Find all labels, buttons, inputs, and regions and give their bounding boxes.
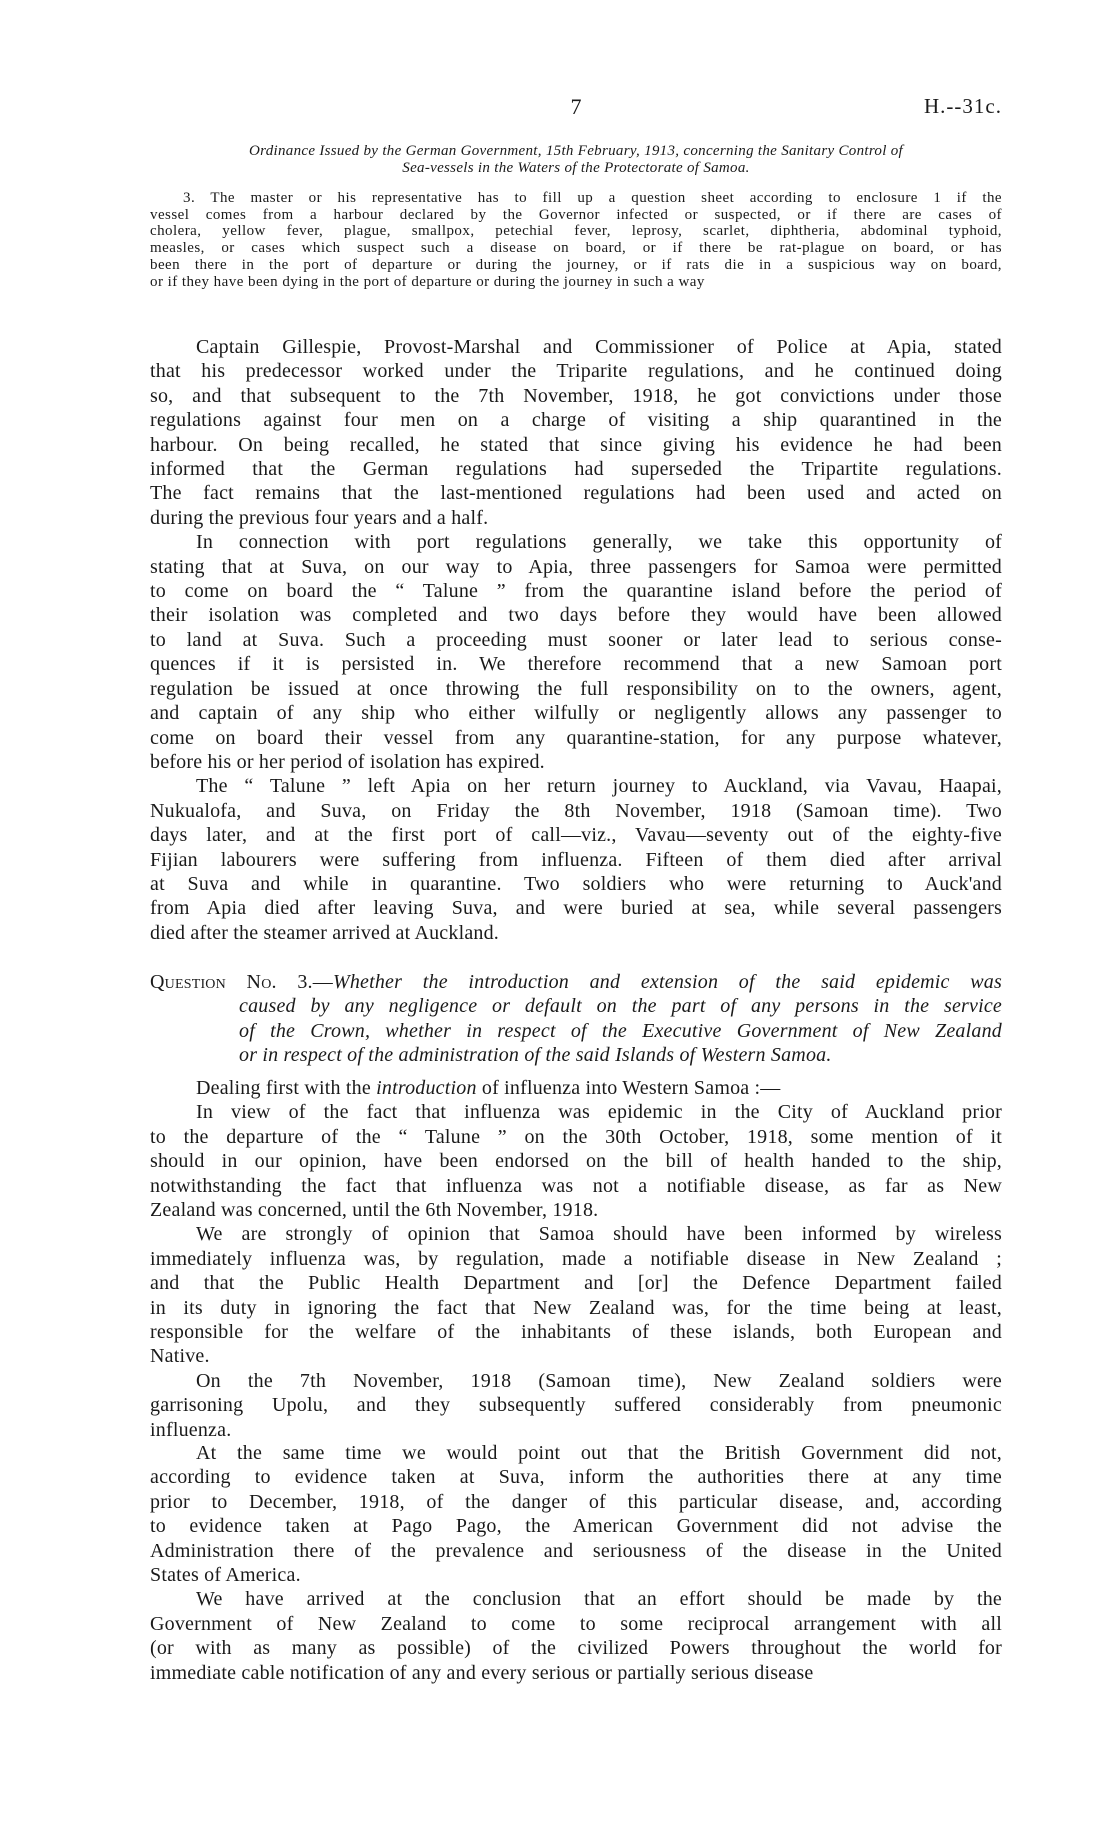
text-line: On the 7th November, 1918 (Samoan time), New Zealand soldiers were [196, 1369, 1002, 1392]
paragraph [150, 530, 1002, 774]
text-line: according to evidence taken at Suva, inform the authorities there at any time [150, 1466, 1002, 1489]
text-line: garrisoning Upolu, and they subsequently suffered considerably from pneumonic [150, 1394, 1002, 1417]
text-line: 3. The master or his representative has to fill up a question sheet according to enclosure 1 if the [183, 190, 1002, 206]
text-line: and that the Public Health Department and [or] the Defence Department failed [150, 1272, 1002, 1295]
text-line: The “ Talune ” left Apia on her return journey to Auckland, via Vavau, Haapai, [196, 775, 1002, 798]
text-line: to evidence taken at Pago Pago, the American Government did not advise the [150, 1515, 1002, 1538]
text-line: At the same time we would point out that the British Government did not, [196, 1442, 1002, 1464]
text-line: Government of New Zealand to come to some reciprocal arrangement with all [150, 1612, 1002, 1635]
body-section-notification [150, 1441, 1002, 1685]
text-line: during the previous four years and a half. [150, 506, 489, 529]
text-line: regulation be issued at once throwing the full responsibility on to the owners, agent, [150, 677, 1002, 700]
dealing-line [150, 1076, 1002, 1100]
heading-line: Sea-vessels in the Waters of the Protectorate of Samoa. [402, 160, 750, 176]
text-line: vessel comes from a harbour declared by the Governor infected or suspected, or if there are cases of [150, 206, 1002, 223]
text-line: Captain Gillespie, Provost-Marshal and Commissioner of Police at Apia, stated [196, 336, 1002, 358]
text-line: before his or her period of isolation has expired. [150, 750, 545, 773]
ordinance-excerpt [150, 190, 1002, 290]
text-line: to the departure of the “ Talune ” on the 30th October, 1918, some mention of it [150, 1125, 1002, 1148]
text-line: Fijian labourers were suffering from influenza. Fifteen of them died after arrival [150, 848, 1002, 871]
text: of influenza into Western Samoa :— [476, 1077, 781, 1099]
text-line: In view of the fact that influenza was epidemic in the City of Auckland prior [196, 1101, 1002, 1124]
question-line: caused by any negligence or default on the part of any persons in the service [239, 995, 1002, 1018]
text-line: come on board their vessel from any quarantine-station, for any purpose whatever, [150, 726, 1002, 749]
italic-text: introduction [376, 1077, 477, 1099]
text-line: informed that the German regulations had superseded the Tripartite regulations. [150, 458, 1002, 481]
text-line: should in our opinion, have been endorsed on the bill of health handed to the ship, [150, 1150, 1002, 1173]
text-line: or if they have been dying in the port of departure or during the journey in such a way [150, 273, 705, 290]
text-line: prior to December, 1918, of the danger of this particular disease, and, according [150, 1490, 1002, 1513]
text-line: harbour. On being recalled, he stated that since giving his evidence he had been [150, 433, 1002, 456]
paragraph [150, 1587, 1002, 1685]
text-line: cholera, yellow fever, plague, smallpox, petechial fever, leprosy, scarlet, diphtheria, abdominal typhoid, [150, 223, 1002, 240]
text-line: so, and that subsequent to the 7th November, 1918, he got convictions under those [150, 384, 1002, 407]
paragraph [150, 774, 1002, 945]
text-line: quences if it is persisted in. We therefore recommend that a new Samoan port [150, 653, 1002, 676]
text-line: Administration there of the prevalence and seriousness of the disease in the United [150, 1539, 1002, 1562]
text-line: that his predecessor worked under the Triparite regulations, and he continued doing [150, 360, 1002, 383]
text-line: died after the steamer arrived at Auckland. [150, 921, 500, 944]
text-line: In connection with port regulations generally, we take this opportunity of [196, 531, 1002, 554]
text-line: at Suva and while in quarantine. Two soldiers who were returning to Auck'and [150, 872, 1002, 895]
ordinance-heading [150, 143, 1002, 177]
text: Dealing first with the [196, 1077, 377, 1099]
text-line: their isolation was completed and two days before they would have been allowed [150, 604, 1002, 627]
text-line: been there in the port of departure or during the journey, or if rats die in a suspicious way on board, [150, 256, 1002, 273]
text-line: to come on board the “ Talune ” from the quarantine island before the period of [150, 580, 1002, 603]
introduction-paragraphs [150, 1100, 1002, 1442]
body-section-introduction [150, 1076, 1002, 1442]
paragraph [150, 190, 1002, 290]
question-dash: — [312, 971, 333, 993]
text-line: from Apia died after leaving Suva, and were buried at sea, while several passengers [150, 897, 1002, 920]
text-line: We are strongly of opinion that Samoa should have been informed by wireless [196, 1223, 1002, 1246]
question-label: Question No. 3. [150, 971, 313, 993]
text-line: Native. [150, 1345, 210, 1368]
text-line: and captain of any ship who either wilfully or negligently allows any passenger to [150, 702, 1002, 725]
text-line: responsible for the welfare of the inhabitants of these islands, both European and [150, 1321, 1002, 1344]
text-line: immediately influenza was, by regulation, made a notifiable disease in New Zealand ; [150, 1247, 1002, 1270]
question-line [150, 970, 1002, 994]
text-line: The fact remains that the last-mentioned regulations had been used and acted on [150, 482, 1002, 505]
text-line: days later, and at the first port of call—viz., Vavau—seventy out of the eighty-five [150, 824, 1002, 847]
text-line: to land at Suva. Such a proceeding must sooner or later lead to serious conse- [150, 628, 1002, 651]
paragraph [150, 1441, 1002, 1587]
text-line: in its duty in ignoring the fact that New Zealand was, for the time being at least, [150, 1296, 1002, 1319]
question-3 [150, 970, 1002, 1068]
question-text: Whether the introduction and extension of the said epidemic was [332, 971, 1002, 993]
page-number: 7 [570, 94, 582, 119]
heading-line: Ordinance Issued by the German Government, 15th February, 1913, concerning the Sanitary Control of [248, 143, 904, 159]
text-line: notwithstanding the fact that influenza was not a notifiable disease, as far as New [150, 1174, 1002, 1197]
text-line: States of America. [150, 1564, 301, 1587]
text-line: stating that at Suva, on our way to Apia, three passengers for Samoa were permitted [150, 555, 1002, 578]
text-line: We have arrived at the conclusion that an effort should be made by the [196, 1588, 1002, 1611]
text-line: (or with as many as possible) of the civilized Powers throughout the world for [150, 1637, 1002, 1660]
question-line: or in respect of the administration of the said Islands of Western Samoa. [239, 1044, 832, 1067]
document-reference: H.--31c. [924, 94, 1002, 118]
text-line: Zealand was concerned, until the 6th November, 1918. [150, 1199, 599, 1222]
paragraph [150, 1369, 1002, 1442]
body-section-port-regulations [150, 335, 1002, 945]
text-line: Nukualofa, and Suva, on Friday the 8th November, 1918 (Samoan time). Two [150, 799, 1002, 822]
text-line: immediate cable notification of any and every serious or partially serious disease [150, 1661, 814, 1684]
text-line: regulations against four men on a charge of visiting a ship quarantined in the [150, 409, 1002, 432]
paragraph [150, 1222, 1002, 1368]
text-line: measles, or cases which suspect such a disease on board, or if there be rat-plague on board, or has [150, 240, 1002, 257]
question-line: of the Crown, whether in respect of the Executive Government of New Zealand [239, 1019, 1002, 1042]
text-line: influenza. [150, 1418, 232, 1441]
paragraph [150, 335, 1002, 530]
paragraph [150, 1100, 1002, 1222]
